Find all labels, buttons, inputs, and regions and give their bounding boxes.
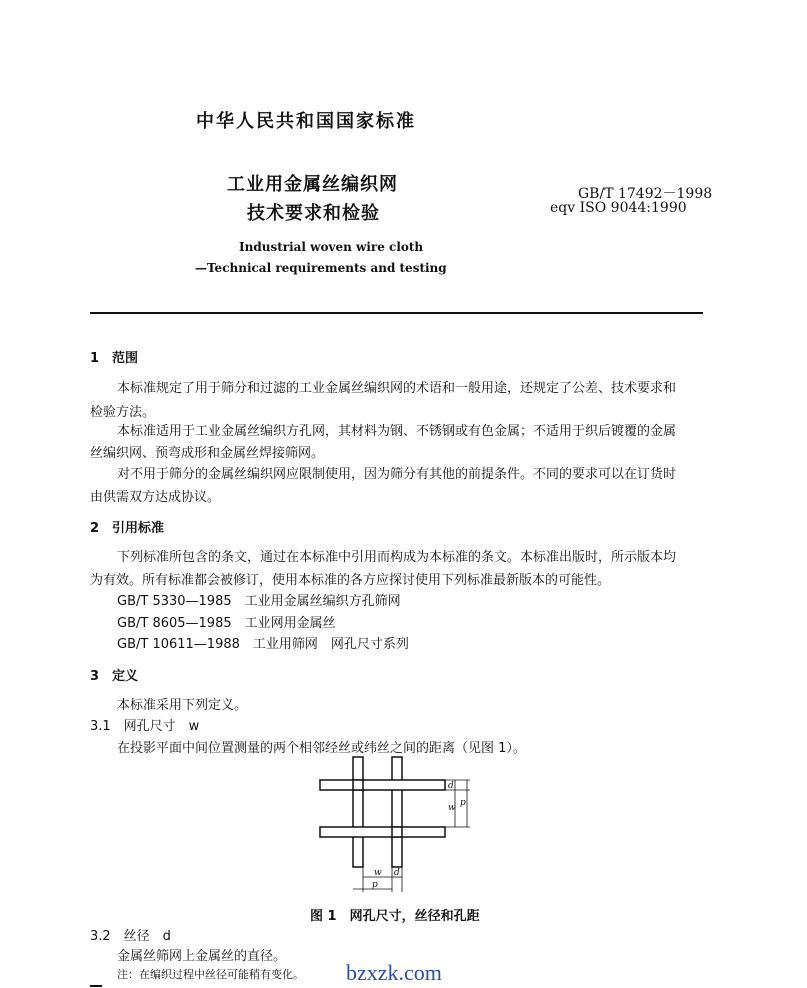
section-1-heading: 1 范围 [90,351,139,366]
section-1-p1-line1: 本标准规定了用于筛分和过滤的工业金属丝编织网的术语和一般用途，还规定了公差、技术要求和 [117,381,677,396]
section-2-p1-line1: 下列标准所包含的条文，通过在本标准中引用而构成为本标准的条文。本标准出版时，所示版本均 [117,550,677,565]
equivalent-standard: eqv ISO 9044:1990 [550,200,687,216]
dim-label-d-bottom: d [394,868,400,878]
figure-1-caption: 图 1 网孔尺寸，丝径和孔距 [310,909,480,924]
wire-crossing [353,780,363,790]
document-title-line-2: 技术要求和检验 [247,203,380,224]
english-title-line-2: —Technical requirements and testing [195,261,447,275]
header-divider [90,312,703,314]
section-3-intro: 本标准采用下列定义。 [117,698,248,713]
dim-label-w-bottom: w [374,868,382,878]
section-1-p2-line1: 本标准适用于工业金属丝编织方孔网，其材料为钢、不锈钢或有色金属；不适用于织后镀覆的金属 [117,424,677,439]
section-3-1-definition: 在投影平面中间位置测量的两个相邻经丝或纬丝之间的距离（见图 1）。 [117,741,526,756]
horizontal-wire [320,780,445,790]
wire-crossing [392,827,402,837]
standard-number: GB/T 17492－1998 [578,186,713,202]
dim-label-d: d [448,781,454,791]
section-2-heading: 2 引用标准 [90,521,165,536]
document-title-line-1: 工业用金属丝编织网 [227,174,398,195]
note-text: 注：在编织过程中丝径可能稍有变化。 [117,968,304,981]
section-1-p3-line1: 对不用于筛分的金属丝编织网应限制使用，因为筛分有其他的前提条件。不同的要求可以在订货时 [117,467,677,482]
reference-item: GB/T 8605—1985 工业网用金属丝 [117,616,336,631]
watermark: bzxzk.com [346,960,442,985]
reference-item: GB/T 10611—1988 工业用筛网 网孔尺寸系列 [117,637,409,652]
dim-label-p: p [460,798,466,808]
section-3-2-definition: 金属丝筛网上金属丝的直径。 [117,949,287,964]
national-standard-heading: 中华人民共和国国家标准 [196,111,416,132]
section-3-2-heading: 3.2 丝径 d [90,929,171,944]
reference-item: GB/T 5330—1985 工业用金属丝编织方孔筛网 [117,594,401,609]
dim-label-p-bottom: p [372,880,378,890]
section-1-p3-line2: 由供需双方达成协议。 [90,490,221,505]
section-1-p1-line2: 检验方法。 [90,405,156,420]
vertical-wire [392,757,402,867]
page-corner-mark [90,985,102,987]
section-3-1-heading: 3.1 网孔尺寸 w [90,719,200,734]
section-1-p2-line2: 丝编织网、预弯成形和金属丝焊接筛网。 [90,446,325,461]
horizontal-wire [320,827,445,837]
section-3-heading: 3 定义 [90,669,139,684]
english-title-line-1: Industrial woven wire cloth [239,240,424,254]
vertical-wire [353,757,363,867]
section-2-p1-line2: 为有效。所有标准都会被修订，使用本标准的各方应探讨使用下列标准最新版本的可能性。 [90,573,611,588]
wire-mesh-figure [310,752,480,897]
dim-label-w: w [448,803,456,813]
